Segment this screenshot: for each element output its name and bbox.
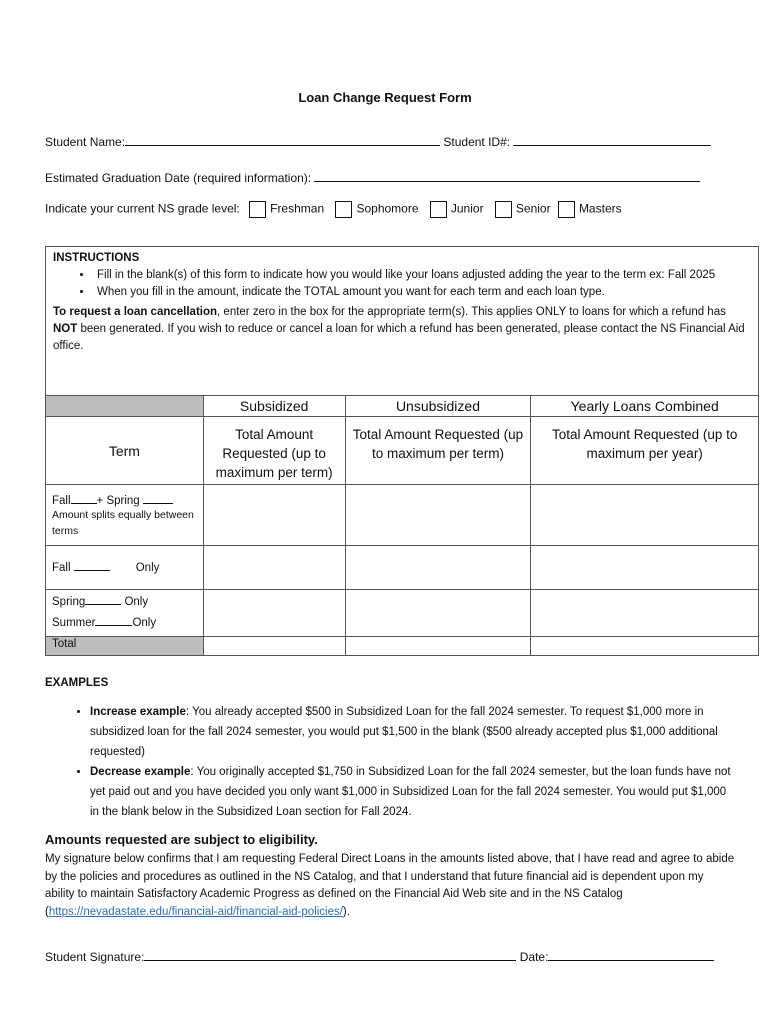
spring-label: + Spring [96,495,140,507]
sophomore-label: Sophomore [356,201,419,216]
yearly-header: Yearly Loans Combined [531,396,759,417]
term-row-fall [46,546,204,590]
student-name-label: Student Name: [45,135,126,149]
examples-heading: EXAMPLES [45,677,109,689]
only-label: Only [124,596,149,608]
instructions-heading: INSTRUCTIONS [53,252,140,264]
instructions-list [93,267,751,301]
yearly-cell[interactable] [531,485,759,546]
instruction-item: • When you fill in the amount, indicate the TOTAL amount you want for each term and each loan type. [93,284,751,301]
summer-year-blank[interactable] [95,625,132,626]
grad-date-row [45,169,700,185]
subsidized-cell[interactable] [203,590,345,637]
student-info-row [45,133,711,149]
grad-date-field[interactable] [314,169,700,182]
grade-level-label: Indicate your current NS grade level: [45,201,240,216]
summer-label: Summer [52,617,96,629]
eligibility-text: My signature below confirms that I am requesting Federal Direct Loans in the amounts listed above, that I have read and agree to abide by the policies and procedures as outlined in the NS Catalog, and that I understand that future financial aid is dependent upon my ability to maintain Satisfactory Academic Progress as defined on the Financial Aid Web site and in the NS Catalog ( [45,853,735,918]
unsubsidized-total-cell[interactable] [345,637,531,656]
date-field[interactable] [548,948,714,961]
date-label: Date: [519,950,549,964]
subsidized-subheader: Total Amount Requested (up to maximum per term) [203,417,345,485]
junior-checkbox[interactable] [430,201,447,218]
fall-label: Fall [52,561,71,574]
example-item [90,762,735,822]
junior-label: Junior [450,201,484,216]
example-text: : You already accepted $500 in Subsidized Loan for the fall 2024 semester. To request $1,000 more in subsidized loan for the fall 2024 semester, you would put $1,500 in the blank ($500 already accepted plus $1,000 additional requested) [90,706,718,758]
yearly-total-cell[interactable] [531,637,759,656]
term-header: Term [46,417,204,485]
yearly-subheader: Total Amount Requested (up to maximum per year) [531,417,759,485]
fall-year-blank[interactable] [71,503,97,504]
unsubsidized-header: Unsubsidized [345,396,531,417]
fall-label: Fall [52,495,71,507]
cancel-text: , enter zero in the box for the appropriate term(s). This applies ONLY to loans for which a refund has [217,306,726,318]
split-note: Amount splits equally between terms [52,509,194,537]
unsubsidized-cell[interactable] [345,590,531,637]
signature-row [45,948,714,964]
loan-table [45,395,759,656]
spring-year-blank[interactable] [85,604,121,605]
cancel-bold: To request a loan cancellation [53,306,218,318]
only-label: Only [135,561,160,574]
signature-label: Student Signature: [45,950,145,964]
blank-header-cell [46,396,204,417]
freshman-checkbox[interactable] [249,201,266,218]
unsubsidized-cell[interactable] [345,485,531,546]
student-id-field[interactable] [513,133,711,146]
spring-year-blank[interactable] [143,503,173,504]
term-row-spring-summer [46,590,204,637]
total-label: Total [46,637,204,656]
subsidized-cell[interactable] [203,485,345,546]
fall-year-blank[interactable] [74,570,110,571]
freshman-label: Freshman [270,201,325,216]
unsubsidized-cell[interactable] [345,546,531,590]
cancel-paragraph [53,304,751,355]
example-bold: Increase example [90,706,186,718]
masters-checkbox[interactable] [558,201,575,218]
grad-date-label: Estimated Graduation Date (required information): [45,171,312,185]
senior-checkbox[interactable] [495,201,512,218]
subsidized-header: Subsidized [203,396,345,417]
example-text: : You originally accepted $1,750 in Subsidized Loan for the fall 2024 semester, but the loan funds have not yet paid out and you have decided you only want $1,000 in Subsidized Loan for the fall 2024 semester. You would put $1,000 in the blank below in the Subsidized Loan section for Fall 2024. [90,766,731,818]
eligibility-heading: Amounts requested are subject to eligibility. [45,832,318,847]
student-id-label: Student ID#: [443,135,511,149]
eligibility-paragraph [45,851,735,921]
instruction-item: • Fill in the blank(s) of this form to indicate how you would like your loans adjusted adding the year to the term ex: Fall 2025 [93,267,751,284]
sophomore-checkbox[interactable] [335,201,352,218]
yearly-cell[interactable] [531,590,759,637]
student-name-field[interactable] [125,133,440,146]
subsidized-cell[interactable] [203,546,345,590]
only-label: Only [132,617,157,629]
examples-section [45,702,735,822]
spring-label: Spring [52,596,86,608]
signature-field[interactable] [144,948,516,961]
eligibility-end: ). [342,905,350,918]
grade-level-row [45,201,622,218]
masters-label: Masters [578,201,622,216]
example-item [90,702,735,762]
instructions-box [45,246,759,396]
senior-label: Senior [515,201,551,216]
example-bold: Decrease example [90,766,191,778]
cancel-not: NOT [53,323,78,335]
cancel-text: been generated. If you wish to reduce or cancel a loan for which a refund has been generated, please contact the NS Financial Aid office. [53,323,745,352]
policies-link[interactable]: https://nevadastate.edu/financial-aid/financial-aid-policies/ [48,905,343,918]
form-title: Loan Change Request Form [298,90,472,105]
yearly-cell[interactable] [531,546,759,590]
unsubsidized-subheader: Total Amount Requested (up to maximum per term) [345,417,531,485]
term-row-fall-spring [46,485,204,546]
examples-list [90,702,735,822]
subsidized-total-cell[interactable] [203,637,345,656]
